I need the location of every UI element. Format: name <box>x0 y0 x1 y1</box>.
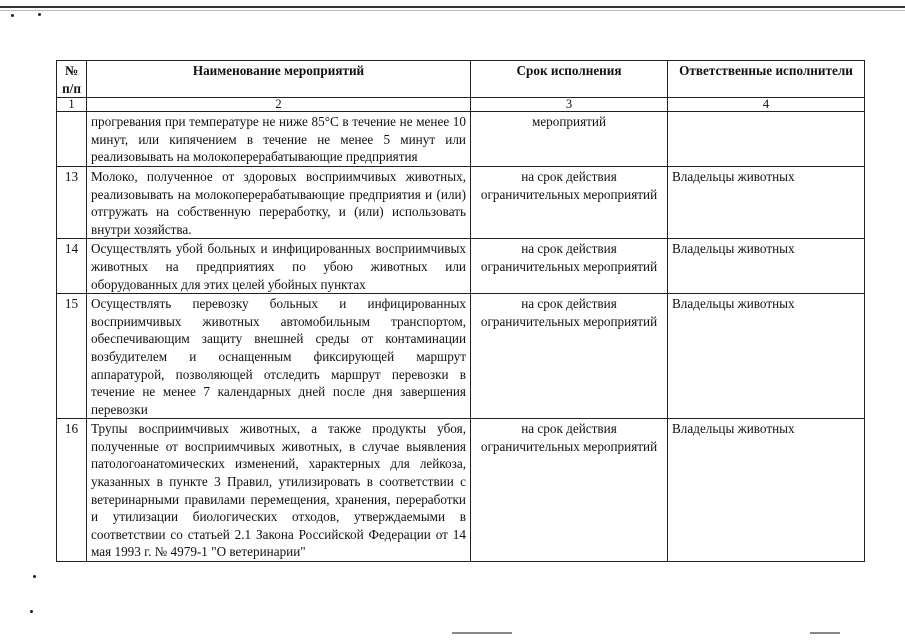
measures-table <box>56 60 865 562</box>
row-measure: Осуществлять перевозку больных и инфицированных восприимчивых животных автомобильным транспортом, обеспечивающим защиту внешней среды от контаминации возбудителем и оснащенным фиксирующей маршрут аппаратурой, позволяющей отследить маршрут перевозки в течение не менее 7 календарных дней после дня завершения перевозки <box>87 294 471 419</box>
column-index: 4 <box>668 98 865 112</box>
header-period: Срок исполнения <box>471 61 668 98</box>
scan-speck <box>33 575 36 578</box>
row-responsible: Владельцы животных <box>668 239 865 294</box>
table-row <box>57 112 865 167</box>
row-measure: прогревания при температуре не ниже 85°С в течение не менее 10 минут, или кипячением в течение не менее 5 минут или реализовывать на молокоперерабатывающие предприятия <box>87 112 471 167</box>
scan-speck <box>30 610 33 613</box>
row-number: 15 <box>57 294 87 419</box>
table-row <box>57 239 865 294</box>
row-responsible: Владельцы животных <box>668 294 865 419</box>
row-responsible: Владельцы животных <box>668 166 865 238</box>
column-index: 3 <box>471 98 668 112</box>
row-period: мероприятий <box>471 112 668 167</box>
row-number: 14 <box>57 239 87 294</box>
row-number: 13 <box>57 166 87 238</box>
table-row <box>57 166 865 238</box>
row-period: на срок действия ограничительных мероприятий <box>471 239 668 294</box>
row-measure: Осуществлять убой больных и инфицированных восприимчивых животных на предприятиях по убою животных или оборудованных для этих целей убойных пунктах <box>87 239 471 294</box>
footer-mark <box>452 632 512 634</box>
row-period: на срок действия ограничительных мероприятий <box>471 166 668 238</box>
table-row <box>57 419 865 562</box>
footer-mark <box>810 632 840 634</box>
table-row <box>57 294 865 419</box>
row-period: на срок действия ограничительных мероприятий <box>471 294 668 419</box>
row-number: 16 <box>57 419 87 562</box>
row-responsible: Владельцы животных <box>668 419 865 562</box>
scan-speck <box>38 13 41 16</box>
column-index-row <box>57 98 865 112</box>
top-border-shadow <box>0 10 905 11</box>
scan-speck <box>11 14 14 17</box>
row-measure: Трупы восприимчивых животных, а также продукты убоя, полученные от восприимчивых животных, в случае выявления патологоанатомических изменений, характерных для лейкоза, указанных в пункте 3 Правил, утилизировать в соответствии с ветеринарными правилами перемещения, хранения, переработки и утилизации биологических отходов, утверждаемыми в соответствии со статьей 2.1 Закона Российской Федерации от 14 мая 1993 г. № 4979-1 "О ветеринарии" <box>87 419 471 562</box>
column-index: 1 <box>57 98 87 112</box>
header-responsible: Ответственные исполнители <box>668 61 865 98</box>
row-responsible <box>668 112 865 167</box>
top-border-line <box>0 6 905 8</box>
header-num: № п/п <box>57 61 87 98</box>
row-number <box>57 112 87 167</box>
row-measure: Молоко, полученное от здоровых восприимчивых животных, реализовывать на молокоперерабатывающие предприятия и (или) отгружать на собственную переработку, и (или) использовать внутри хозяйства. <box>87 166 471 238</box>
row-period: на срок действия ограничительных мероприятий <box>471 419 668 562</box>
column-index: 2 <box>87 98 471 112</box>
header-name: Наименование мероприятий <box>87 61 471 98</box>
table-header-row <box>57 61 865 98</box>
